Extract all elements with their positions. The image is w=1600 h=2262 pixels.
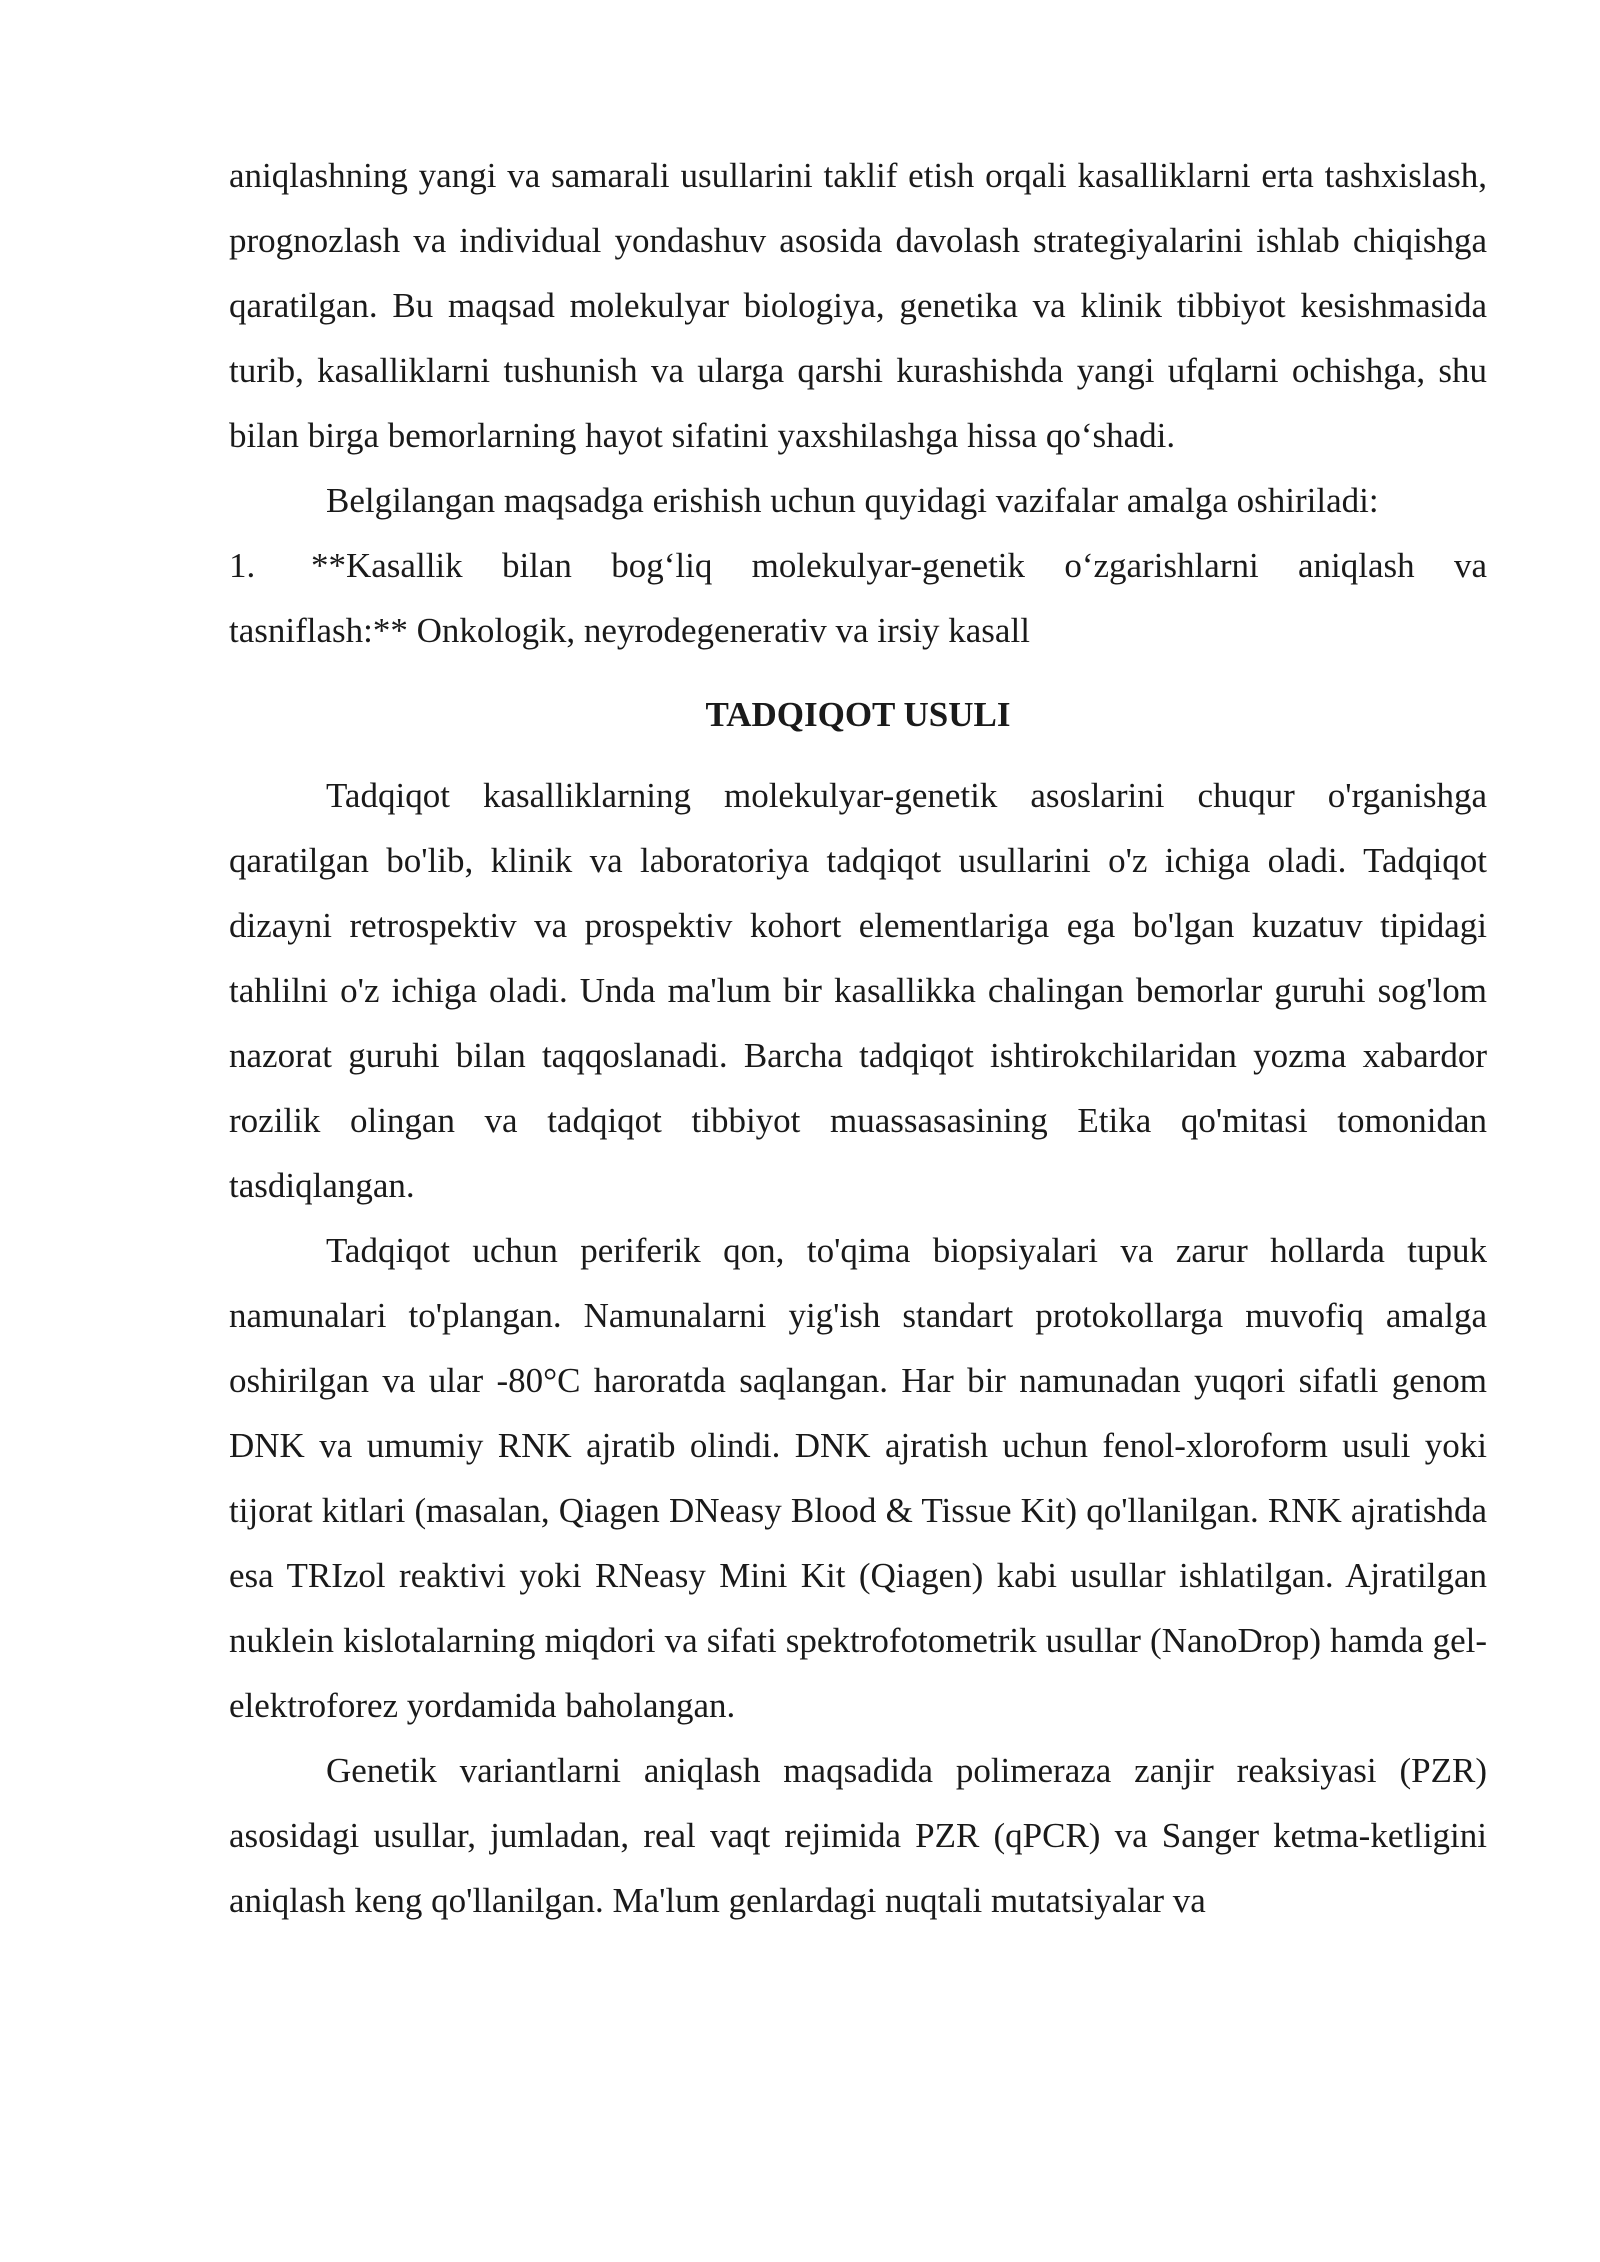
paragraph-method-3: Genetik variantlarni aniqlash maqsadida polimeraza zanjir reaksiyasi (PZR) asosidagi usullar, jumladan, real vaqt rejimida PZR (qPCR) va Sanger ketma-ketligini aniqlash keng qo'llanilgan. Ma'lum genlardagi nuqtali mutatsiyalar va xyxy=(229,1751,1487,1920)
paragraph-method-2: Tadqiqot uchun periferik qon, to'qima biopsiyalari va zarur hollarda tupuk namunalari to'plangan. Namunalarni yig'ish standart protokollarga muvofiq amalga oshirilgan va ular -80°C haroratda saqlangan. Har bir namunadan yuqori sifatli genom DNK va umumiy RNK ajratib olindi. DNK ajratish uchun fenol-xloroform usuli yoki tijorat kitlari (masalan, Qiagen DNeasy Blood & Tissue Kit) qo'llanilgan. RNK ajratishda esa TRIzol reaktivi yoki RNeasy Mini Kit (Qiagen) kabi usullar ishlatilgan. Ajratilgan nuklein kislotalarning miqdori va sifati spektrofotometrik usullar (NanoDrop) hamda gel-elektroforez yordamida baholangan. xyxy=(229,1231,1487,1725)
paragraph-intro-continuation: aniqlashning yangi va samarali usullarini taklif etish orqali kasalliklarni erta tashxislash, prognozlash va individual yondashuv asosida davolash strategiyalarini ishlab chiqishga qaratilgan. Bu maqsad molekulyar biologiya, genetika va klinik tibbiyot kesishmasida turib, kasalliklarni tushunish va ularga qarshi kurashishda yangi ufqlarni ochishga, shu bilan birga bemorlarning hayot sifatini yaxshilashga hissa qo‘shadi. xyxy=(229,156,1487,455)
list-item-number: 1. xyxy=(229,546,256,585)
list-item-1 xyxy=(229,533,1487,663)
list-item-text: **Kasallik bilan bog‘liq molekulyar-genetik o‘zgarishlarni aniqlash va tasniflash:** Onkologik, neyrodegenerativ va irsiy kasall xyxy=(229,546,1487,650)
paragraph-method-1: Tadqiqot kasalliklarning molekulyar-genetik asoslarini chuqur o'rganishga qaratilgan bo'lib, klinik va laboratoriya tadqiqot usullarini o'z ichiga oladi. Tadqiqot dizayni retrospektiv va prospektiv kohort elementlariga ega bo'lgan kuzatuv tipidagi tahlilni o'z ichiga oladi. Unda ma'lum bir kasallikka chalingan bemorlar guruhi sog'lom nazorat guruhi bilan taqqoslanadi. Barcha tadqiqot ishtirokchilaridan yozma xabardor rozilik olingan va tadqiqot tibbiyot muassasasining Etika qo'mitasi tomonidan tasdiqlangan. xyxy=(229,776,1487,1205)
paragraph-tasks-intro: Belgilangan maqsadga erishish uchun quyidagi vazifalar amalga oshiriladi: xyxy=(326,481,1379,520)
document-page xyxy=(229,143,1487,1933)
section-heading: TADQIQOT USULI xyxy=(705,695,1011,734)
